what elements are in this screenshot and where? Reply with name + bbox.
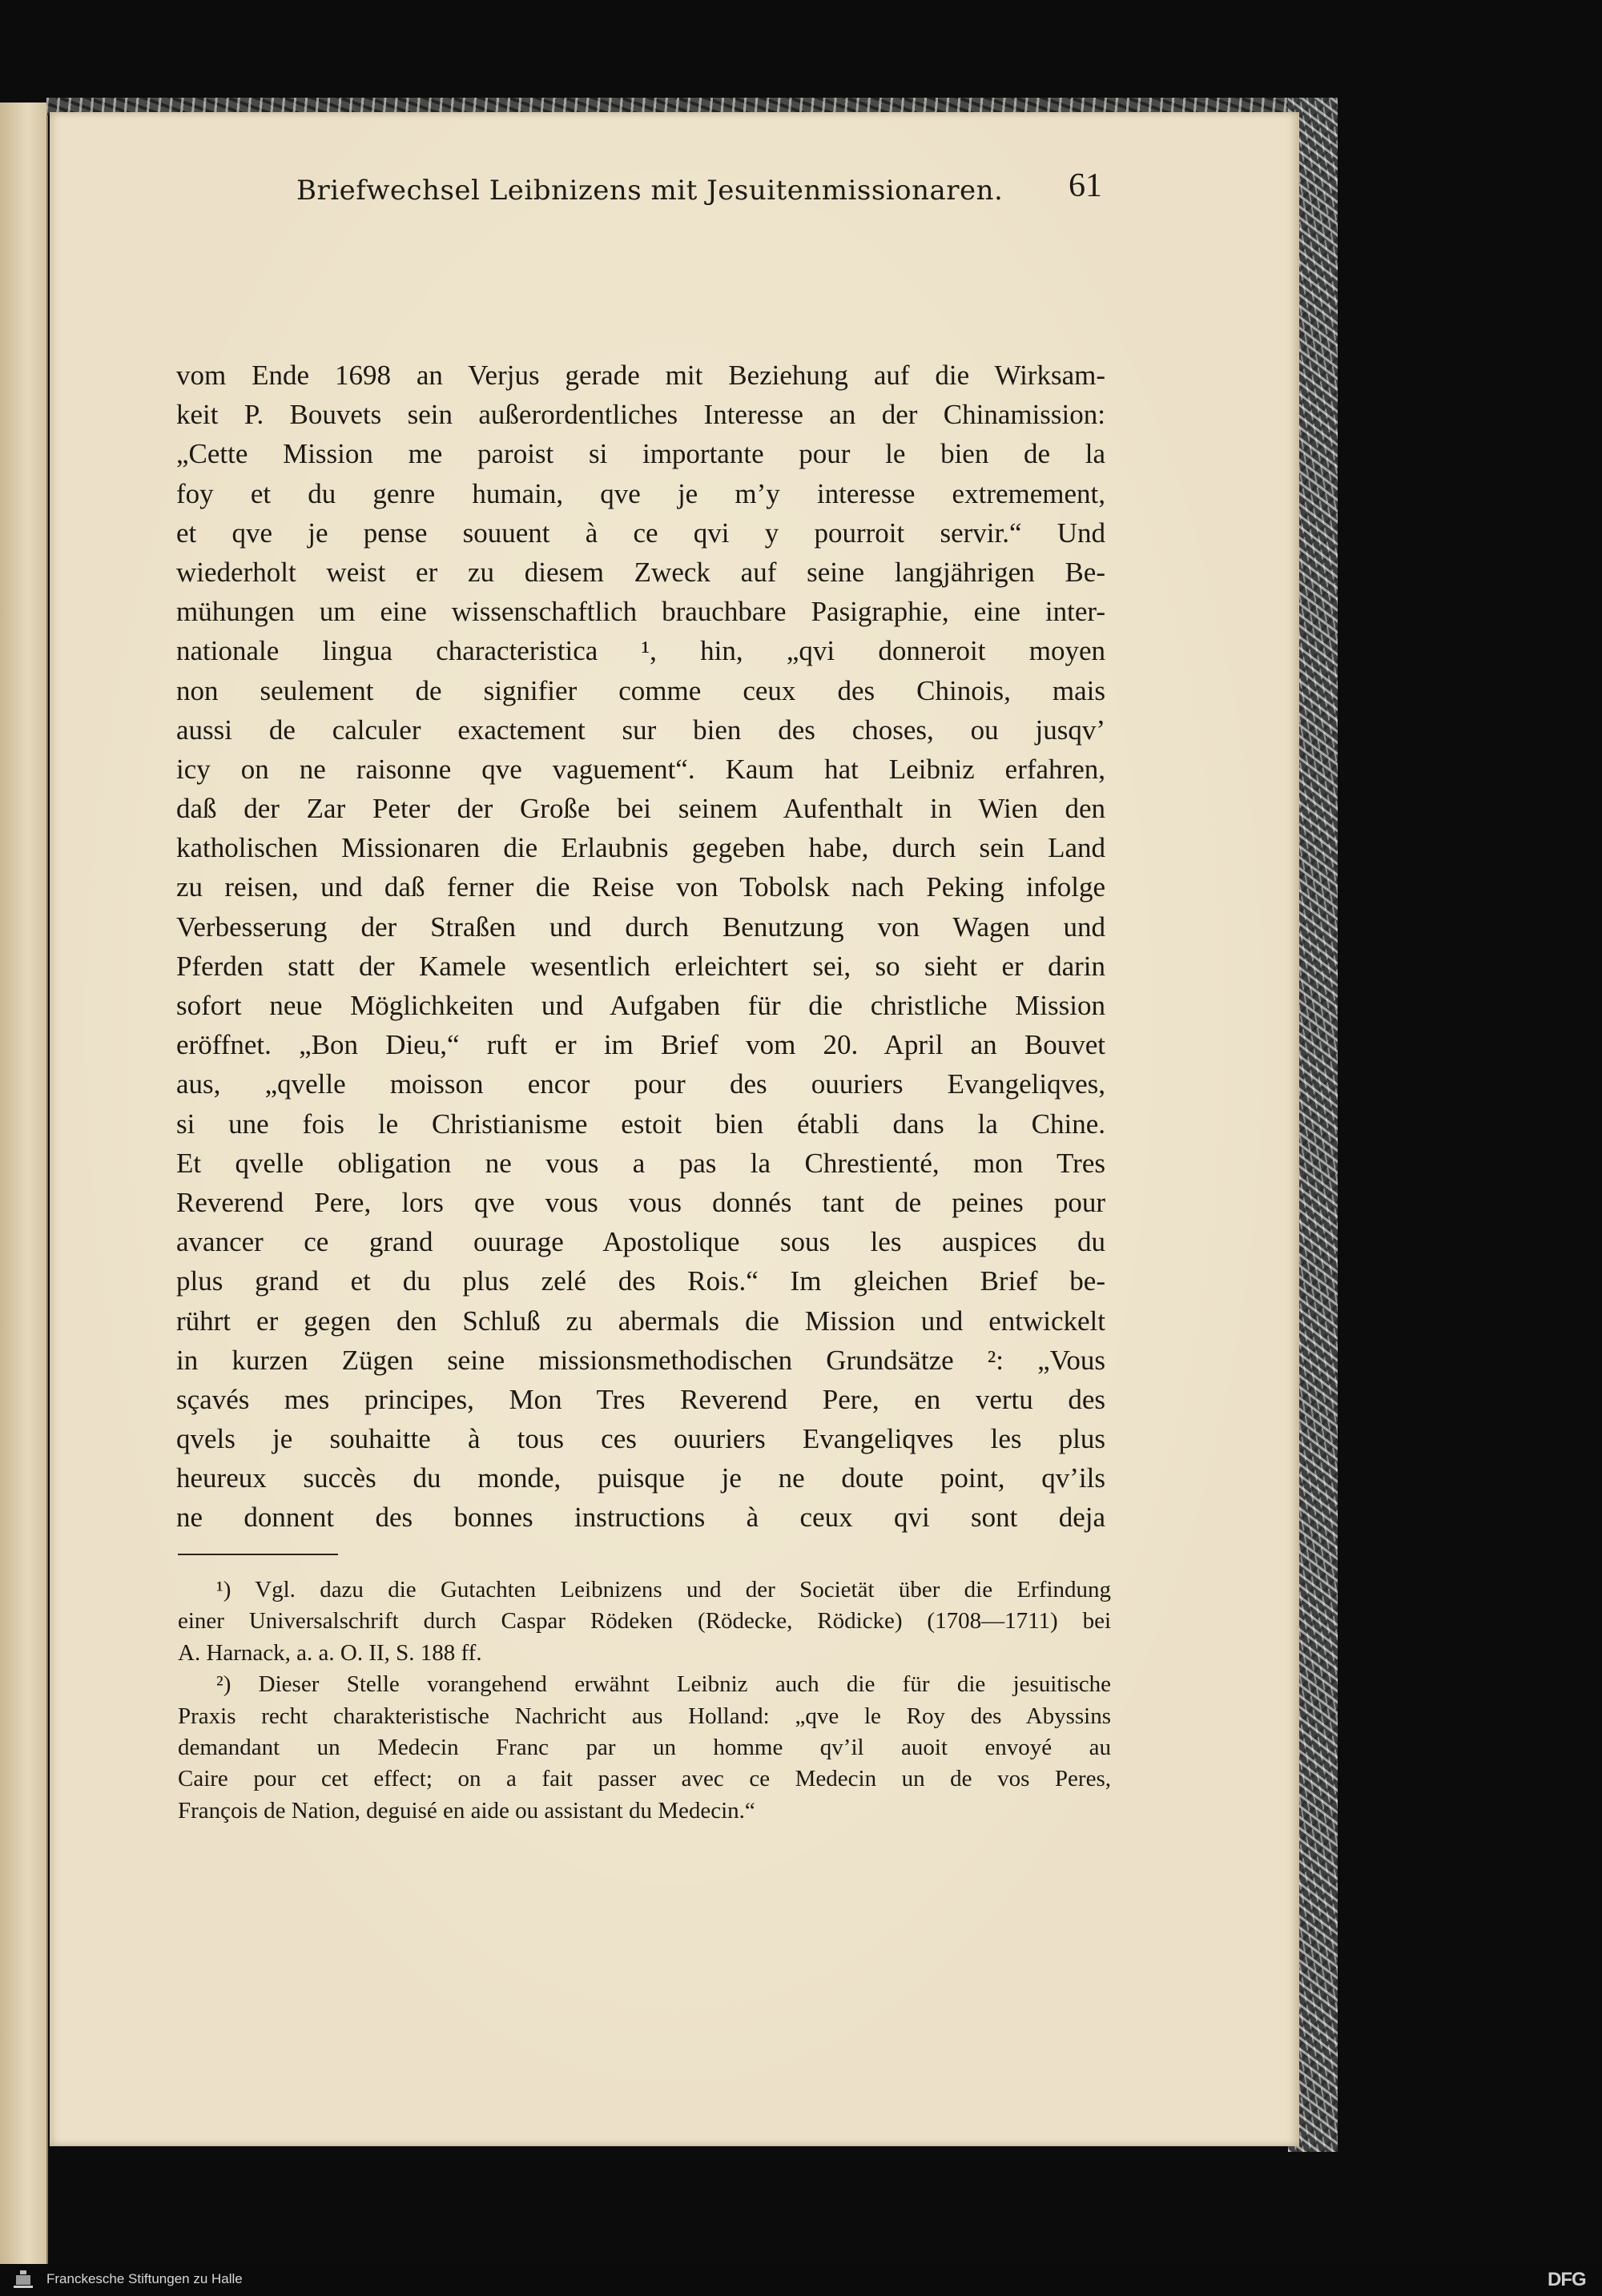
footnote-line: A. Harnack, a. a. O. II, S. 188 ff.: [178, 1639, 482, 1666]
body-line: keit P. Bouvets sein außerordentliches Interesse an der Chinamission:: [176, 399, 1105, 431]
attribution-bar: [0, 2264, 1602, 2296]
body-line: Reverend Pere, lors qve vous vous donnés tant de peines pour: [176, 1186, 1105, 1218]
body-line: daß der Zar Peter der Große bei seinem Aufenthalt in Wien den: [176, 793, 1105, 825]
body-line: plus grand et du plus zelé des Rois.“ Im gleichen Brief be-: [176, 1265, 1105, 1297]
body-line: Pferden statt der Kamele wesentlich erleichtert sei, so sieht er darin: [176, 950, 1105, 982]
footnote-line: ¹) Vgl. dazu die Gutachten Leibnizens und der Societät über die Erfindung: [216, 1577, 1111, 1602]
page-number: 61: [1069, 167, 1102, 204]
body-line: katholischen Missionaren die Erlaubnis gegeben habe, durch sein Land: [176, 832, 1105, 864]
body-line: foy et du genre humain, qve je m’y interesse extremement,: [176, 477, 1105, 509]
body-line: sofort neue Möglichkeiten und Aufgaben für die christliche Mission: [176, 990, 1105, 1021]
institution-name: Franckesche Stiftungen zu Halle: [46, 2271, 243, 2286]
body-line: aus, „qvelle moisson encor pour des ouuriers Evangeliqves,: [176, 1068, 1105, 1100]
adjacent-page-edge: [0, 103, 48, 2296]
footnote-line: Praxis recht charakteristische Nachricht aus Holland: „qve le Roy des Abyssins: [178, 1703, 1111, 1729]
footnotes: [178, 1574, 1111, 1827]
body-line: eröffnet. „Bon Dieu,“ ruft er im Brief vom 20. April an Bouvet: [176, 1029, 1105, 1061]
body-line: vom Ende 1698 an Verjus gerade mit Beziehung auf die Wirksam-: [176, 360, 1105, 391]
body-line: Verbesserung der Straßen und durch Benutzung von Wagen und: [176, 911, 1105, 943]
body-line: rührt er gegen den Schluß zu abermals die Mission und entwickelt: [176, 1305, 1105, 1337]
body-line: non seulement de signifier comme ceux des Chinois, mais: [176, 674, 1105, 706]
body-line: icy on ne raisonne qve vaguement“. Kaum hat Leibniz erfahren,: [176, 753, 1105, 785]
footnote-divider: [178, 1554, 338, 1555]
body-line: heureux succès du monde, puisque je ne doute point, qv’ils: [176, 1462, 1105, 1494]
footnote-line: François de Nation, deguisé en aide ou assistant du Medecin.“: [178, 1797, 755, 1824]
footnote-line: einer Universalschrift durch Caspar Rödeken (Rödecke, Rödicke) (1708—1711) bei: [178, 1608, 1111, 1635]
body-line: et qve je pense souuent à ce qvi y pourroit servir.“ Und: [176, 517, 1105, 549]
body-text: [176, 356, 1105, 1538]
body-line: in kurzen Zügen seine missionsmethodischen Grundsätze ²: „Vous: [176, 1344, 1105, 1376]
body-line: aussi de calculer exactement sur bien des choses, ou jusqv’: [176, 714, 1105, 746]
footnote-line: demandant un Medecin Franc par un homme qv’il auoit envoyé au: [178, 1734, 1111, 1760]
body-line: avancer ce grand ouurage Apostolique sous les auspices du: [176, 1226, 1105, 1258]
body-line: mühungen um eine wissenschaftlich brauchbare Pasigraphie, eine inter-: [176, 596, 1105, 628]
footnote-line: ²) Dieser Stelle vorangehend erwähnt Leibniz auch die für die jesuitische: [216, 1671, 1111, 1698]
dfg-logo: DFG: [1548, 2269, 1586, 2290]
body-line: zu reisen, und daß ferner die Reise von Tobolsk nach Peking infolge: [176, 871, 1105, 903]
body-line: „Cette Mission me paroist si importante pour le bien de la: [176, 438, 1105, 470]
body-line: Et qvelle obligation ne vous a pas la Chrestienté, mon Tres: [176, 1147, 1105, 1179]
running-head: Briefwechsel Leibnizens mit Jesuitenmissionaren.: [296, 175, 1004, 207]
footnote-line: Caire pour cet effect; on a fait passer avec ce Medecin un de vos Peres,: [178, 1766, 1111, 1792]
body-line: qvels je souhaitte à tous ces ouuriers Evangeliqves les plus: [176, 1423, 1105, 1455]
body-line: ne donnent des bonnes instructions à ceux qvi sont deja: [176, 1502, 1105, 1534]
body-line: si une fois le Christianisme estoit bien établi dans la Chine.: [176, 1108, 1105, 1140]
body-line: sçavés mes principes, Mon Tres Reverend Pere, en vertu des: [176, 1383, 1105, 1415]
body-line: wiederholt weist er zu diesem Zweck auf seine langjährigen Be-: [176, 556, 1105, 588]
institution-crest-icon: [11, 2269, 35, 2291]
body-line: nationale lingua characteristica ¹, hin, „qvi donneroit moyen: [176, 635, 1105, 667]
